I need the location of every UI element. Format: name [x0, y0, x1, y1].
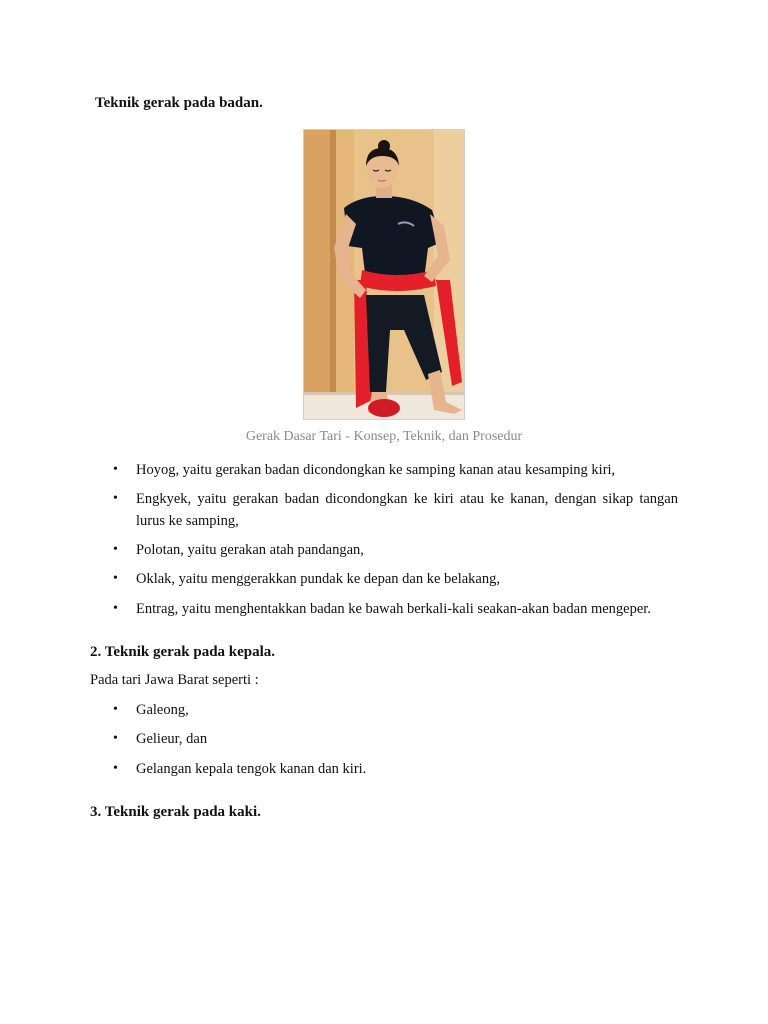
- bullet-dot: •: [113, 491, 118, 506]
- list-item: [113, 758, 678, 780]
- list-item-text: Gelangan kepala tengok kanan dan kiri.: [136, 761, 367, 777]
- dance-pose-photo: [303, 129, 465, 420]
- list-item: [113, 728, 678, 750]
- list-item-text: Polotan, yaitu gerakan atah pandangan,: [136, 542, 364, 558]
- list-item-text: Oklak, yaitu menggerakkan pundak ke depan dan ke belakang,: [136, 571, 500, 587]
- bullet-dot: •: [113, 542, 118, 557]
- heading-teknik-gerak-kepala: 2. Teknik gerak pada kepala.: [90, 644, 276, 660]
- list-item: [113, 539, 678, 561]
- list-item: [113, 488, 678, 532]
- list-item-text: Hoyog, yaitu gerakan badan dicondongkan ke samping kanan atau kesamping kiri,: [136, 462, 616, 478]
- bullet-dot: •: [113, 761, 118, 776]
- list-item: [113, 459, 678, 481]
- list-item-text: Engkyek, yaitu gerakan badan dicondongkan ke kiri atau ke kanan, dengan sikap tangan lurus ke samping,: [136, 491, 678, 529]
- bullet-dot: •: [113, 601, 118, 616]
- dancer-illustration: [304, 130, 465, 420]
- list-item-text: Galeong,: [136, 702, 189, 718]
- list-item-text: Gelieur, dan: [136, 731, 208, 747]
- list-item-text: Entrag, yaitu menghentakkan badan ke bawah berkali-kali seakan-akan badan mengeper.: [136, 601, 651, 617]
- figure-caption: Gerak Dasar Tari - Konsep, Teknik, dan Prosedur: [245, 429, 523, 444]
- list-item: [113, 568, 678, 590]
- bullet-dot: •: [113, 571, 118, 586]
- kepala-intro-text: Pada tari Jawa Barat seperti :: [90, 672, 259, 688]
- bullet-dot: •: [113, 731, 118, 746]
- bullet-dot: •: [113, 462, 118, 477]
- bullet-dot: •: [113, 702, 118, 717]
- heading-teknik-gerak-badan: Teknik gerak pada badan.: [95, 95, 263, 111]
- list-item: [113, 699, 678, 721]
- list-item: [113, 598, 678, 620]
- heading-teknik-gerak-kaki: 3. Teknik gerak pada kaki.: [90, 804, 261, 820]
